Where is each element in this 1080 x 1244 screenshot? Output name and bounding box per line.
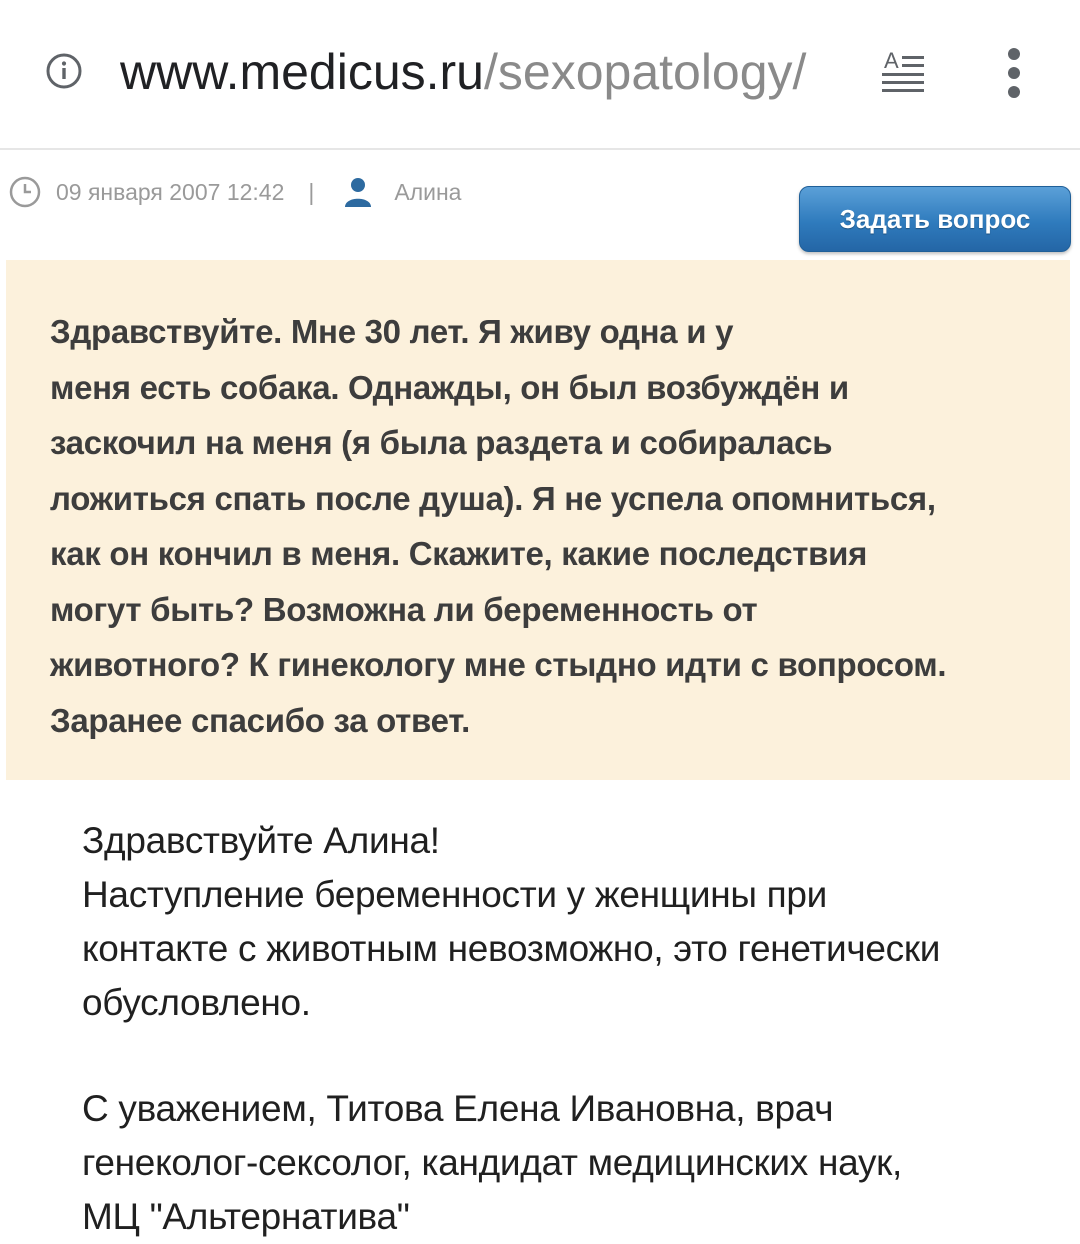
answer-text xyxy=(82,814,1072,1244)
question-line: ложиться спать после душа). Я не успела опомниться, xyxy=(50,479,936,517)
reader-mode-icon[interactable] xyxy=(880,48,928,94)
meta-separator: | xyxy=(308,178,315,205)
question-text xyxy=(50,304,1050,748)
url-host: www.medicus.ru xyxy=(120,44,484,100)
svg-text:A: A xyxy=(884,48,899,73)
url-field[interactable] xyxy=(120,40,855,104)
question-line: могут быть? Возможна ли беременность от xyxy=(50,590,758,628)
clock-icon xyxy=(8,175,42,209)
paragraph-gap xyxy=(82,1030,1072,1082)
answer-signature-line: МЦ "Альтернатива" xyxy=(82,1196,410,1237)
ask-question-button[interactable]: Задать вопрос xyxy=(799,186,1071,252)
question-line: меня есть собака. Однажды, он был возбуждён и xyxy=(50,368,849,406)
post-meta xyxy=(8,170,461,214)
post-author[interactable]: Алина xyxy=(394,178,462,205)
question-line: Здравствуйте. Мне 30 лет. Я живу одна и у xyxy=(50,313,734,350)
post-date: 09 января 2007 12:42 xyxy=(56,178,285,205)
question-line: заскочил на меня (я была раздета и собиралась xyxy=(50,424,833,461)
answer-line: Наступление беременности у женщины при xyxy=(82,874,828,915)
question-line: Заранее спасибо за ответ. xyxy=(50,701,471,739)
answer-line: контакте с животным невозможно, это генетически xyxy=(82,928,941,969)
answer-line: Здравствуйте Алина! xyxy=(82,820,440,861)
answer-line: обусловлено. xyxy=(82,982,311,1023)
url-path: /sexopatology/ xyxy=(484,44,807,100)
more-vert-icon[interactable] xyxy=(1000,46,1028,100)
question-line: животного? К гинекологу мне стыдно идти с вопросом. xyxy=(50,646,947,683)
answer-signature-line: генеколог-сексолог, кандидат медицинских наук, xyxy=(82,1142,903,1183)
user-icon xyxy=(342,176,374,208)
question-box xyxy=(6,260,1070,780)
info-icon[interactable] xyxy=(45,52,83,90)
browser-address-bar xyxy=(0,0,1080,150)
answer-signature-line: С уважением, Титова Елена Ивановна, врач xyxy=(82,1088,834,1129)
question-line: как он кончил в меня. Скажите, какие последствия xyxy=(50,535,868,572)
